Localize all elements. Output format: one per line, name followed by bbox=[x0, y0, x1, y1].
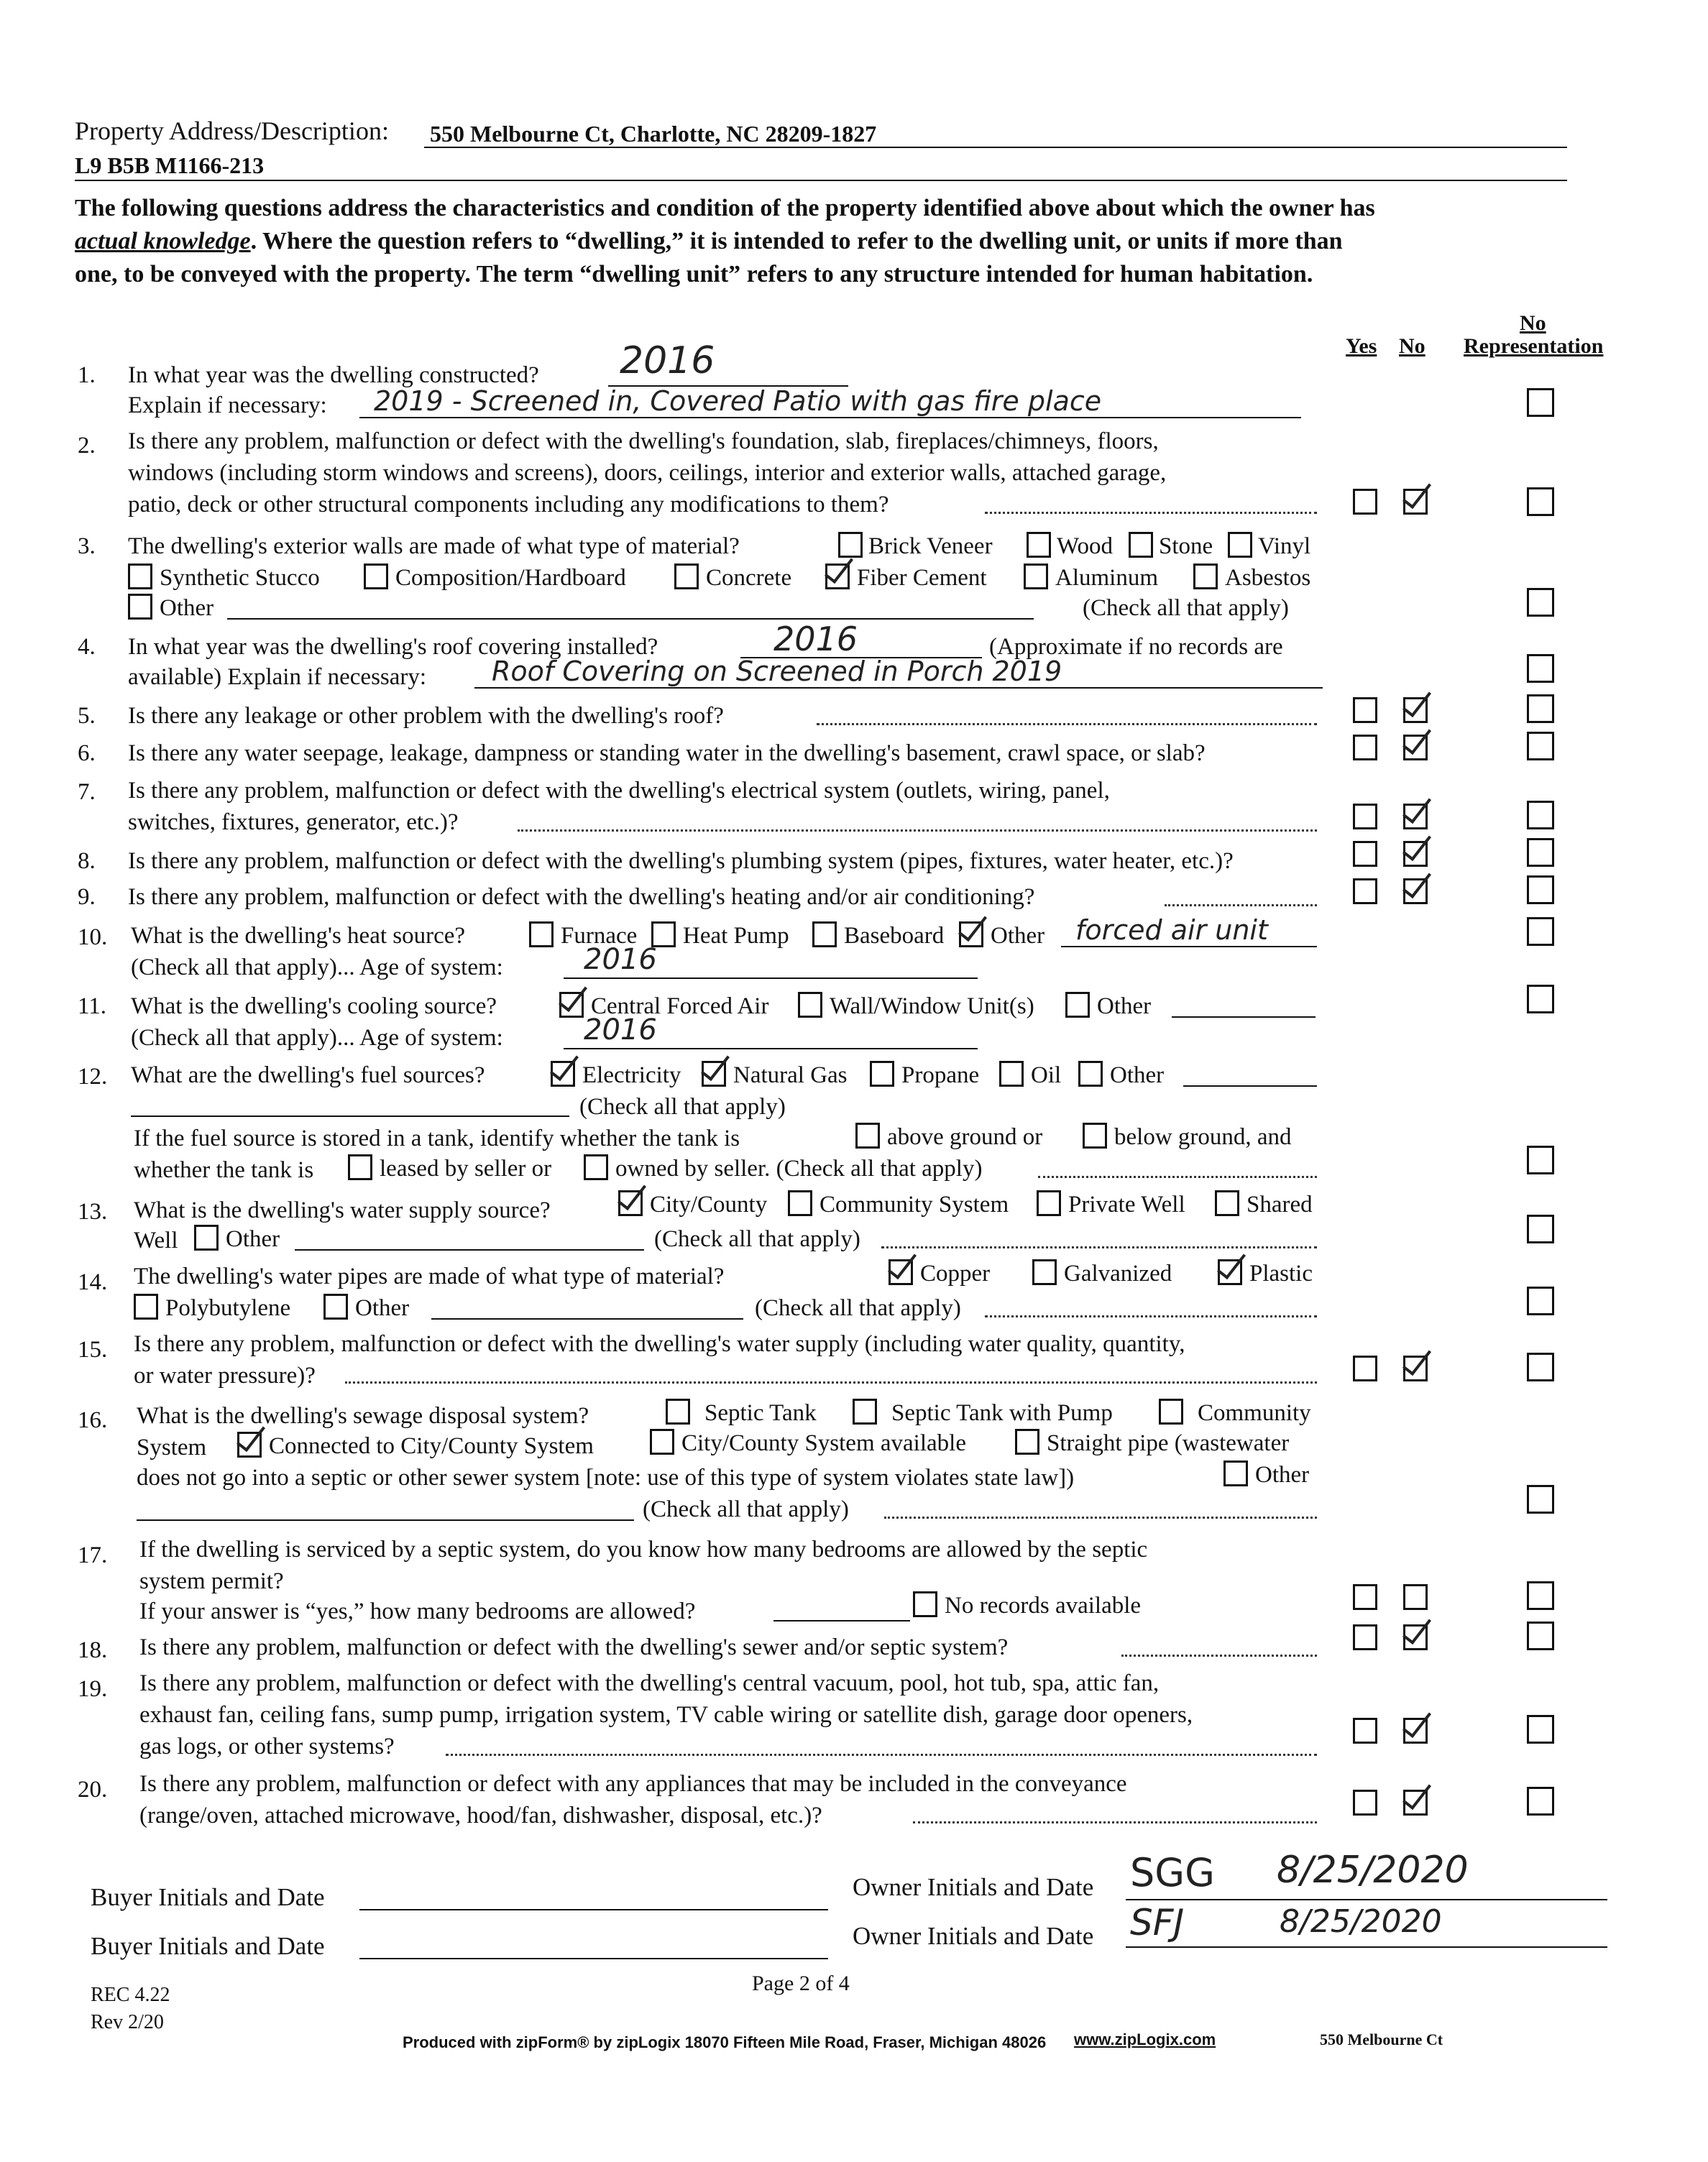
q12-other-box[interactable] bbox=[1078, 1061, 1103, 1087]
q4-norep-box[interactable] bbox=[1527, 654, 1554, 683]
q3-norep-box[interactable] bbox=[1527, 588, 1554, 617]
q16-straight-box[interactable] bbox=[1015, 1429, 1039, 1455]
q17-no-box[interactable] bbox=[1403, 1584, 1428, 1610]
q17-yes-box[interactable] bbox=[1353, 1584, 1377, 1610]
form-revision: Rev 2/20 bbox=[91, 2011, 164, 2033]
q15-norep-box[interactable] bbox=[1527, 1353, 1554, 1381]
q16-septic-box[interactable] bbox=[666, 1399, 690, 1425]
q18-no-box[interactable] bbox=[1403, 1624, 1428, 1650]
q2-norep-box[interactable] bbox=[1527, 487, 1554, 516]
q12-below-box[interactable] bbox=[1083, 1123, 1107, 1149]
q17-norep-box[interactable] bbox=[1527, 1581, 1554, 1610]
intro-actual-knowledge: actual knowledge bbox=[75, 228, 251, 254]
q3-check-all: (Check all that apply) bbox=[1083, 595, 1289, 621]
q11-l2: (Check all that apply)... Age of system: bbox=[131, 1025, 503, 1051]
lot-value: L9 B5B M1166-213 bbox=[75, 152, 265, 178]
q12-gas-label: Natural Gas bbox=[733, 1062, 848, 1088]
q2-l1: Is there any problem, malfunction or defect with the dwelling's foundation, slab, fireplaces/chimneys, floors, bbox=[128, 428, 1159, 454]
q3-wood-label: Wood bbox=[1057, 533, 1114, 559]
q9-leader bbox=[1165, 904, 1317, 906]
q3-other-label: Other bbox=[160, 595, 214, 621]
owner-date-2: 8/25/2020 bbox=[1280, 1903, 1442, 1940]
q3-stucco-box[interactable] bbox=[128, 564, 152, 589]
q5-yes-box[interactable] bbox=[1353, 697, 1377, 723]
q14-other-box[interactable] bbox=[323, 1294, 348, 1320]
q16-norep-box[interactable] bbox=[1527, 1485, 1554, 1514]
owner-initials-2-label: Owner Initials and Date bbox=[853, 1922, 1094, 1950]
buyer-initials-2-label: Buyer Initials and Date bbox=[91, 1932, 325, 1960]
q10-heatpump-label: Heat Pump bbox=[683, 923, 789, 949]
q2-l3: patio, deck or other structural components including any modifications to them? bbox=[128, 492, 889, 518]
q16-straight-label: Straight pipe (wastewater bbox=[1047, 1430, 1290, 1456]
q10-age: 2016 bbox=[584, 943, 657, 976]
q4-l2: available) Explain if necessary: bbox=[128, 664, 427, 690]
q10-other-box[interactable] bbox=[959, 921, 983, 947]
q16-connected-label: Connected to City/County System bbox=[269, 1433, 594, 1459]
q14-other-line bbox=[431, 1318, 743, 1320]
q16-connected-box[interactable] bbox=[237, 1432, 262, 1458]
q4-explain: Roof Covering on Screened in Porch 2019 bbox=[492, 656, 1062, 687]
q13-shared-label: Shared bbox=[1246, 1192, 1313, 1218]
q13-other-box[interactable] bbox=[194, 1225, 219, 1251]
q10-other-line bbox=[1061, 946, 1317, 947]
q12-above-label: above ground or bbox=[887, 1124, 1043, 1150]
q6-yes-box[interactable] bbox=[1353, 735, 1377, 760]
q16-system-label: System bbox=[137, 1435, 207, 1460]
produced-with: Produced with zipForm® by zipLogix 18070 Fifteen Mile Road, Fraser, Michigan 48026 bbox=[403, 2033, 1047, 2051]
q12-tank2: whether the tank is bbox=[134, 1157, 314, 1183]
q7-l2: switches, fixtures, generator, etc.)? bbox=[128, 809, 459, 835]
q12-propane-label: Propane bbox=[901, 1062, 980, 1088]
footer-file-name: 550 Melbourne Ct bbox=[1320, 2030, 1443, 2048]
q5-leader bbox=[817, 723, 1317, 725]
q12-owned-box[interactable] bbox=[584, 1154, 608, 1180]
q7-yes-box[interactable] bbox=[1353, 804, 1377, 829]
q13-well-label: Well bbox=[134, 1228, 178, 1254]
q10-norep-box[interactable] bbox=[1527, 917, 1554, 946]
q18-text: Is there any problem, malfunction or defect with the dwelling's sewer and/or septic system? bbox=[139, 1634, 1009, 1660]
q8-norep-box[interactable] bbox=[1527, 838, 1554, 867]
q5-num: 5. bbox=[78, 703, 96, 729]
q2-num: 2. bbox=[78, 433, 96, 459]
q12-oil-label: Oil bbox=[1031, 1062, 1062, 1088]
q16-other-line bbox=[137, 1519, 634, 1521]
q10-l1: What is the dwelling's heat source? bbox=[131, 923, 466, 949]
q12-other-line bbox=[1183, 1085, 1317, 1087]
col-norep-2: Representation bbox=[1464, 334, 1604, 358]
q14-num: 14. bbox=[78, 1269, 108, 1295]
q18-num: 18. bbox=[78, 1637, 108, 1663]
q6-text: Is there any water seepage, leakage, dampness or standing water in the dwelling's basement, crawl space, or slab? bbox=[128, 740, 1206, 766]
q20-num: 20. bbox=[78, 1777, 108, 1803]
buyer-initials-1-label: Buyer Initials and Date bbox=[91, 1883, 325, 1911]
q3-num: 3. bbox=[78, 533, 96, 559]
q16-septic-pump-box[interactable] bbox=[853, 1399, 877, 1425]
q13-check-all: (Check all that apply) bbox=[654, 1226, 860, 1252]
q19-num: 19. bbox=[78, 1676, 108, 1702]
q12-other-line-2 bbox=[131, 1116, 569, 1117]
q15-l1: Is there any problem, malfunction or defect with the dwelling's water supply (including water quality, quantity, bbox=[134, 1331, 1185, 1357]
q3-other-box[interactable] bbox=[128, 594, 152, 620]
q6-no-box[interactable] bbox=[1403, 735, 1428, 760]
q18-leader bbox=[1121, 1655, 1317, 1657]
q1-explain-label: Explain if necessary: bbox=[128, 392, 327, 418]
q12-other-label: Other bbox=[1110, 1062, 1165, 1088]
q14-galvanized-box[interactable] bbox=[1032, 1259, 1057, 1285]
q12-num: 12. bbox=[78, 1064, 108, 1090]
q4-approx: (Approximate if no records are bbox=[989, 634, 1283, 660]
q8-text: Is there any problem, malfunction or defect with the dwelling's plumbing system (pipes, fixtures, water heater, etc.)? bbox=[128, 848, 1234, 874]
q16-leader bbox=[884, 1517, 1317, 1519]
q3-asbestos-label: Asbestos bbox=[1225, 565, 1311, 591]
q20-l1: Is there any problem, malfunction or defect with any appliances that may be included in the conveyance bbox=[139, 1771, 1127, 1797]
intro-line1: The following questions address the characteristics and condition of the property identified above about which the owner has bbox=[75, 195, 1375, 221]
q10-baseboard-label: Baseboard bbox=[844, 923, 945, 949]
q10-furnace-label: Furnace bbox=[561, 923, 638, 949]
q14-plastic-box[interactable] bbox=[1218, 1259, 1242, 1285]
q12-elec-box[interactable] bbox=[551, 1061, 575, 1087]
q16-available-label: City/County System available bbox=[681, 1430, 966, 1456]
q14-other-label: Other bbox=[355, 1295, 410, 1321]
q13-norep-box[interactable] bbox=[1527, 1215, 1554, 1243]
q13-private-box[interactable] bbox=[1037, 1190, 1061, 1216]
q11-norep-box[interactable] bbox=[1527, 985, 1554, 1013]
q10-num: 10. bbox=[78, 924, 108, 950]
buyer-initials-2-line[interactable] bbox=[359, 1958, 828, 1959]
q13-city-label: City/County bbox=[650, 1192, 768, 1218]
col-yes: Yes bbox=[1346, 334, 1377, 358]
q16-septic-label: Septic Tank bbox=[704, 1400, 817, 1426]
q17-no-records-box[interactable] bbox=[913, 1591, 937, 1617]
q14-leader bbox=[985, 1315, 1317, 1317]
q5-no-box[interactable] bbox=[1403, 697, 1428, 723]
q9-num: 9. bbox=[78, 884, 96, 910]
q14-check-all: (Check all that apply) bbox=[755, 1295, 961, 1321]
q16-septic-pump-label: Septic Tank with Pump bbox=[891, 1400, 1113, 1426]
q3-aluminum-box[interactable] bbox=[1024, 564, 1048, 589]
q3-vinyl-label: Vinyl bbox=[1258, 533, 1311, 559]
q12-above-box[interactable] bbox=[855, 1123, 880, 1149]
col-no: No bbox=[1399, 334, 1425, 358]
q2-l2: windows (including storm windows and screens), doors, ceilings, interior and exterior walls, attached garage, bbox=[128, 460, 1167, 486]
q3-asbestos-box[interactable] bbox=[1193, 564, 1218, 589]
q4-explain-line bbox=[474, 687, 1323, 689]
q13-num: 13. bbox=[78, 1199, 108, 1225]
q12-oil-box[interactable] bbox=[999, 1061, 1024, 1087]
q8-yes-box[interactable] bbox=[1353, 841, 1377, 867]
q13-l1: What is the dwelling's water supply source? bbox=[134, 1197, 551, 1223]
q10-other-label: Other bbox=[991, 923, 1045, 949]
q8-no-box[interactable] bbox=[1403, 841, 1428, 867]
q16-other-label: Other bbox=[1255, 1462, 1310, 1488]
q12-leased-box[interactable] bbox=[348, 1154, 372, 1180]
q13-other-label: Other bbox=[226, 1226, 280, 1252]
q19-norep-box[interactable] bbox=[1527, 1715, 1554, 1744]
q12-leased-label: leased by seller or bbox=[380, 1156, 552, 1182]
q14-l1: The dwelling's water pipes are made of what type of material? bbox=[134, 1264, 725, 1289]
form-code: REC 4.22 bbox=[91, 1984, 170, 2006]
q13-community-box[interactable] bbox=[788, 1190, 812, 1216]
q16-community-label: Community bbox=[1198, 1400, 1311, 1426]
q7-l1: Is there any problem, malfunction or defect with the dwelling's electrical system (outlets, wiring, panel, bbox=[128, 778, 1110, 804]
q16-other-box[interactable] bbox=[1223, 1460, 1248, 1486]
q18-yes-box[interactable] bbox=[1353, 1624, 1377, 1650]
ziplogix-link[interactable]: www.zipLogix.com bbox=[1074, 2030, 1216, 2048]
q8-num: 8. bbox=[78, 848, 96, 874]
q14-plastic-label: Plastic bbox=[1249, 1261, 1313, 1287]
intro-line3: one, to be conveyed with the property. The term “dwelling unit” refers to any structure intended for human habitation. bbox=[75, 261, 1313, 288]
lot-line bbox=[75, 180, 1567, 181]
q14-poly-box[interactable] bbox=[134, 1294, 158, 1320]
q3-concrete-label: Concrete bbox=[706, 565, 792, 591]
q11-wall-label: Wall/Window Unit(s) bbox=[830, 993, 1034, 1019]
q15-yes-box[interactable] bbox=[1353, 1356, 1377, 1381]
owner-initials-2-line[interactable] bbox=[1126, 1946, 1607, 1948]
q11-age-line bbox=[564, 1048, 978, 1049]
q13-community-label: Community System bbox=[819, 1192, 1009, 1218]
q11-central-label: Central Forced Air bbox=[591, 993, 769, 1019]
page-number: Page 2 of 4 bbox=[752, 1972, 850, 1995]
q10-age-line bbox=[564, 978, 978, 979]
q19-leader bbox=[446, 1754, 1317, 1756]
q3-vinyl-box[interactable] bbox=[1228, 532, 1252, 558]
q16-l3: does not go into a septic or other sewer system [note: use of this type of system violates state law]) bbox=[137, 1465, 1075, 1491]
address-value: 550 Melbourne Ct, Charlotte, NC 28209-1827 bbox=[430, 121, 877, 147]
q5-norep-box[interactable] bbox=[1527, 694, 1554, 723]
q15-leader bbox=[345, 1381, 1317, 1384]
q13-other-line bbox=[295, 1249, 644, 1251]
q10-other-value: forced air unit bbox=[1075, 914, 1268, 946]
q1-answer: 2016 bbox=[620, 339, 715, 382]
q7-norep-box[interactable] bbox=[1527, 801, 1554, 829]
q12-leader bbox=[1038, 1176, 1317, 1178]
q20-norep-box[interactable] bbox=[1527, 1787, 1554, 1816]
q4-answer: 2016 bbox=[773, 620, 858, 658]
q7-no-box[interactable] bbox=[1403, 804, 1428, 829]
q16-available-box[interactable] bbox=[650, 1429, 674, 1455]
q9-no-box[interactable] bbox=[1403, 878, 1428, 904]
q20-no-box[interactable] bbox=[1403, 1790, 1428, 1816]
q18-norep-box[interactable] bbox=[1527, 1622, 1554, 1650]
owner-initials-1-label: Owner Initials and Date bbox=[853, 1873, 1094, 1901]
q6-num: 6. bbox=[78, 740, 96, 766]
q15-num: 15. bbox=[78, 1337, 108, 1363]
q11-l1: What is the dwelling's cooling source? bbox=[131, 993, 497, 1019]
q9-text: Is there any problem, malfunction or defect with the dwelling's heating and/or air conditioning? bbox=[128, 884, 1035, 910]
q11-other-label: Other bbox=[1097, 993, 1152, 1019]
q19-l2: exhaust fan, ceiling fans, sump pump, irrigation system, TV cable wiring or satellite dish, garage door openers, bbox=[139, 1702, 1193, 1728]
q19-no-box[interactable] bbox=[1403, 1718, 1428, 1744]
q14-poly-label: Polybutylene bbox=[165, 1295, 291, 1321]
q13-private-label: Private Well bbox=[1068, 1192, 1185, 1218]
q17-no-records-label: No records available bbox=[945, 1593, 1142, 1619]
col-norep-1: No bbox=[1520, 311, 1546, 335]
q2-yes-box[interactable] bbox=[1353, 489, 1377, 515]
q19-yes-box[interactable] bbox=[1353, 1718, 1377, 1744]
q16-num: 16. bbox=[78, 1407, 108, 1433]
q3-stone-label: Stone bbox=[1159, 533, 1213, 559]
q12-check-all: (Check all that apply) bbox=[579, 1094, 786, 1120]
intro-line2 bbox=[75, 227, 1343, 256]
owner-initials-1: SGG bbox=[1130, 1850, 1215, 1895]
q14-norep-box[interactable] bbox=[1527, 1287, 1554, 1315]
q17-num: 17. bbox=[78, 1542, 108, 1568]
q3-aluminum-label: Aluminum bbox=[1055, 565, 1159, 591]
q12-tank1: If the fuel source is stored in a tank, identify whether the tank is bbox=[134, 1126, 740, 1151]
q1-num: 1. bbox=[78, 362, 96, 388]
q12-owned-label: owned by seller. (Check all that apply) bbox=[615, 1156, 983, 1182]
q11-age: 2016 bbox=[584, 1013, 657, 1046]
q16-community-box[interactable] bbox=[1159, 1399, 1183, 1425]
q19-l3: gas logs, or other systems? bbox=[139, 1734, 395, 1760]
q9-norep-box[interactable] bbox=[1527, 875, 1554, 904]
q11-wall-box[interactable] bbox=[798, 992, 822, 1018]
q10-l2: (Check all that apply)... Age of system: bbox=[131, 954, 503, 980]
q20-l2: (range/oven, attached microwave, hood/fan, dishwasher, disposal, etc.)? bbox=[139, 1803, 822, 1828]
owner-initials-1-line[interactable] bbox=[1126, 1899, 1607, 1900]
q1-norep-box[interactable] bbox=[1527, 388, 1554, 417]
q10-furnace-box[interactable] bbox=[529, 921, 554, 947]
q3-comp-box[interactable] bbox=[364, 564, 388, 589]
q13-shared-box[interactable] bbox=[1215, 1190, 1239, 1216]
q17-l3: If your answer is “yes,” how many bedrooms are allowed? bbox=[139, 1598, 696, 1624]
q11-other-line bbox=[1172, 1016, 1316, 1018]
q12-gas-box[interactable] bbox=[702, 1061, 726, 1087]
q16-check-all: (Check all that apply) bbox=[643, 1496, 849, 1522]
owner-date-1: 8/25/2020 bbox=[1277, 1849, 1469, 1892]
q3-fiber-label: Fiber Cement bbox=[857, 565, 987, 591]
q9-yes-box[interactable] bbox=[1353, 878, 1377, 904]
q12-norep-box[interactable] bbox=[1527, 1146, 1554, 1174]
q15-no-box[interactable] bbox=[1403, 1356, 1428, 1381]
address-label: Property Address/Description: bbox=[75, 116, 389, 145]
q16-l1: What is the dwelling's sewage disposal system? bbox=[137, 1403, 589, 1429]
q12-propane-box[interactable] bbox=[870, 1061, 894, 1087]
owner-initials-2: SFJ bbox=[1130, 1902, 1185, 1944]
q11-other-box[interactable] bbox=[1065, 992, 1090, 1018]
q3-other-line bbox=[227, 618, 1034, 620]
address-line bbox=[424, 147, 1567, 148]
buyer-initials-1-line[interactable] bbox=[359, 1909, 828, 1910]
q20-yes-box[interactable] bbox=[1353, 1790, 1377, 1816]
q11-num: 11. bbox=[78, 993, 107, 1019]
q3-stone-box[interactable] bbox=[1129, 532, 1153, 558]
q1-explain-line bbox=[359, 417, 1301, 418]
q3-concrete-box[interactable] bbox=[674, 564, 699, 589]
q14-galvanized-label: Galvanized bbox=[1064, 1261, 1172, 1287]
intro-line2-rest: . Where the question refers to “dwelling,” it is intended to refer to the dwelling unit, or units if more than bbox=[250, 228, 1343, 254]
q3-comp-label: Composition/Hardboard bbox=[395, 565, 626, 591]
q1-explain: 2019 - Screened in, Covered Patio with gas fire place bbox=[374, 385, 1102, 417]
q3-fiber-box[interactable] bbox=[825, 564, 850, 589]
q7-leader bbox=[518, 829, 1317, 832]
q2-no-box[interactable] bbox=[1403, 489, 1428, 515]
q12-below-label: below ground, and bbox=[1114, 1124, 1292, 1150]
q2-leader bbox=[985, 512, 1317, 514]
q3-brick-label: Brick Veneer bbox=[868, 533, 993, 559]
q20-leader bbox=[913, 1821, 1317, 1823]
q5-text: Is there any leakage or other problem with the dwelling's roof? bbox=[128, 703, 724, 729]
q13-city-box[interactable] bbox=[618, 1190, 643, 1216]
q3-wood-box[interactable] bbox=[1027, 532, 1051, 558]
q17-bedrooms-line bbox=[773, 1620, 910, 1622]
q17-l1: If the dwelling is serviced by a septic system, do you know how many bedrooms are allowed by the septic bbox=[139, 1537, 1148, 1563]
q12-elec-label: Electricity bbox=[582, 1062, 681, 1088]
q7-num: 7. bbox=[78, 779, 96, 805]
q1-text: In what year was the dwelling constructed? bbox=[128, 362, 539, 388]
q4-num: 4. bbox=[78, 634, 96, 660]
q17-l2: system permit? bbox=[139, 1568, 284, 1594]
q11-central-box[interactable] bbox=[559, 992, 584, 1018]
q3-stucco-label: Synthetic Stucco bbox=[160, 565, 320, 591]
q6-norep-box[interactable] bbox=[1527, 732, 1554, 760]
q4-text: In what year was the dwelling's roof covering installed? bbox=[128, 634, 658, 660]
q13-leader bbox=[881, 1246, 1317, 1248]
q12-l1: What are the dwelling's fuel sources? bbox=[131, 1062, 485, 1088]
q19-l1: Is there any problem, malfunction or defect with the dwelling's central vacuum, pool, hot tub, spa, attic fan, bbox=[139, 1670, 1160, 1696]
q14-copper-label: Copper bbox=[920, 1261, 991, 1287]
q15-l2: or water pressure)? bbox=[134, 1363, 316, 1389]
q10-baseboard-box[interactable] bbox=[812, 921, 837, 947]
q14-copper-box[interactable] bbox=[889, 1259, 913, 1285]
q3-l1: The dwelling's exterior walls are made of what type of material? bbox=[128, 533, 740, 559]
